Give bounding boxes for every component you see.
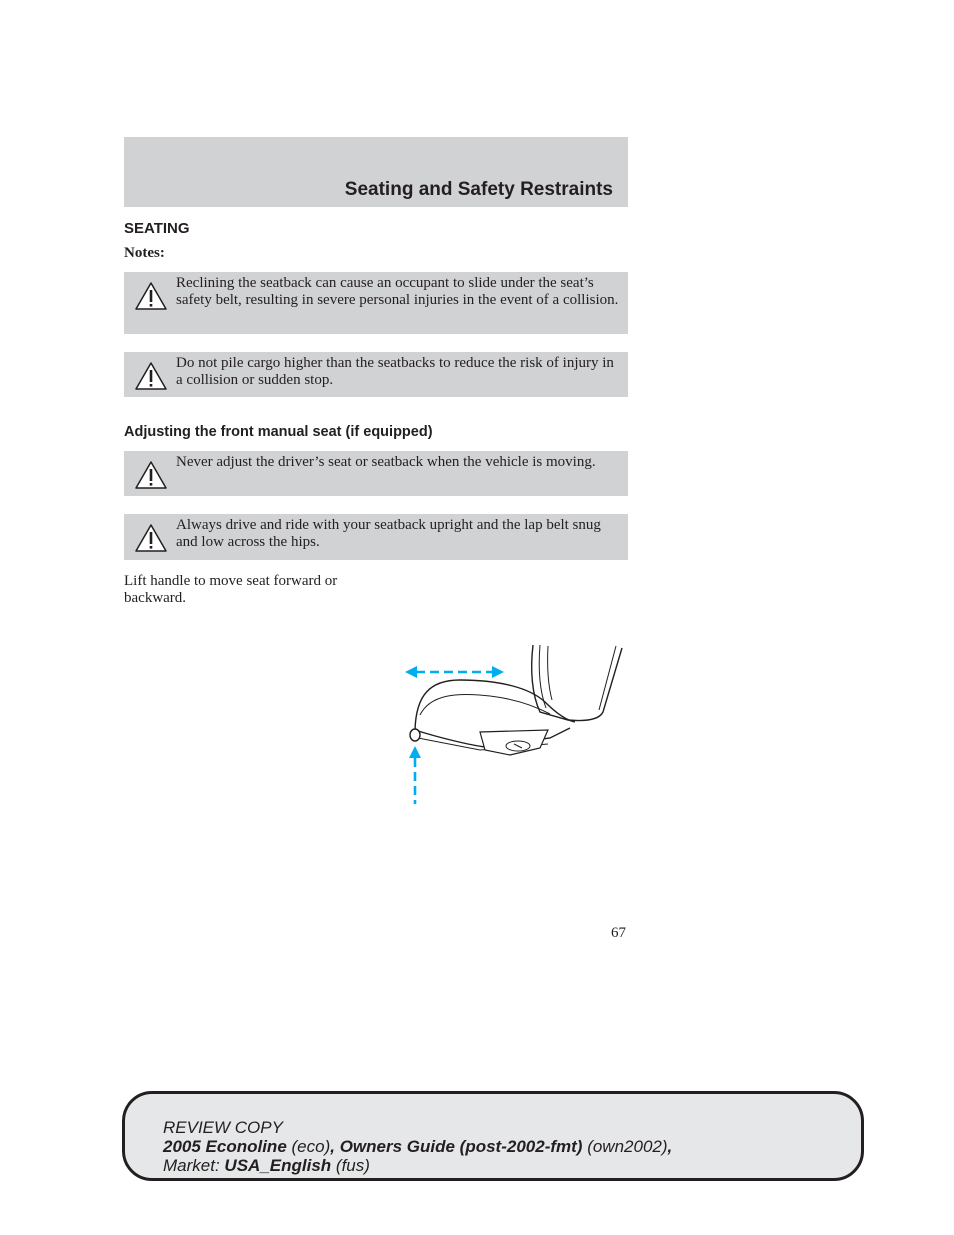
- footer-guide-code: (own2002): [587, 1137, 668, 1156]
- warning-icon: [134, 281, 168, 311]
- footer-market: USA_English: [224, 1156, 332, 1175]
- warning-text: Always drive and ride with your seatback upright and the lap belt snug and low across the hips.: [176, 517, 601, 550]
- footer-guide-line: [163, 1137, 672, 1156]
- subsection-heading: Adjusting the front manual seat (if equipped): [124, 424, 433, 440]
- instruction-text: Lift handle to move seat forward or backward.: [124, 573, 338, 606]
- page-number: 67: [611, 925, 626, 941]
- review-copy-label: REVIEW COPY: [163, 1118, 283, 1137]
- footer-box: [122, 1091, 864, 1181]
- footer-market-label: Market:: [163, 1156, 220, 1175]
- footer-text: [163, 1118, 672, 1175]
- warning-box: [124, 451, 628, 496]
- warning-box: [124, 272, 628, 334]
- warning-box: [124, 514, 628, 560]
- header-band: [124, 137, 628, 207]
- warning-box: [124, 352, 628, 397]
- warning-icon: [134, 361, 168, 391]
- warning-text: Never adjust the driver’s seat or seatback when the vehicle is moving.: [176, 454, 596, 470]
- warning-text: Do not pile cargo higher than the seatbacks to reduce the risk of injury in a collision or sudden stop.: [176, 355, 614, 388]
- footer-guide: , Owners Guide (post-2002-fmt): [330, 1137, 583, 1156]
- footer-model-code: (eco): [291, 1137, 331, 1156]
- warning-icon: [134, 460, 168, 490]
- seat-adjust-diagram-icon: [400, 640, 630, 810]
- footer-market-line: [163, 1156, 672, 1175]
- footer-model: 2005 Econoline: [163, 1137, 287, 1156]
- warning-icon: [134, 523, 168, 553]
- footer-market-code: (fus): [335, 1156, 370, 1175]
- footer-comma: ,: [667, 1137, 673, 1156]
- section-heading: SEATING: [124, 220, 190, 237]
- notes-label: Notes:: [124, 245, 165, 261]
- warning-text: Reclining the seatback can cause an occupant to slide under the seat’s safety belt, resulting in severe personal injuries in the event of a collision.: [176, 275, 619, 308]
- page-title: Seating and Safety Restraints: [344, 179, 613, 200]
